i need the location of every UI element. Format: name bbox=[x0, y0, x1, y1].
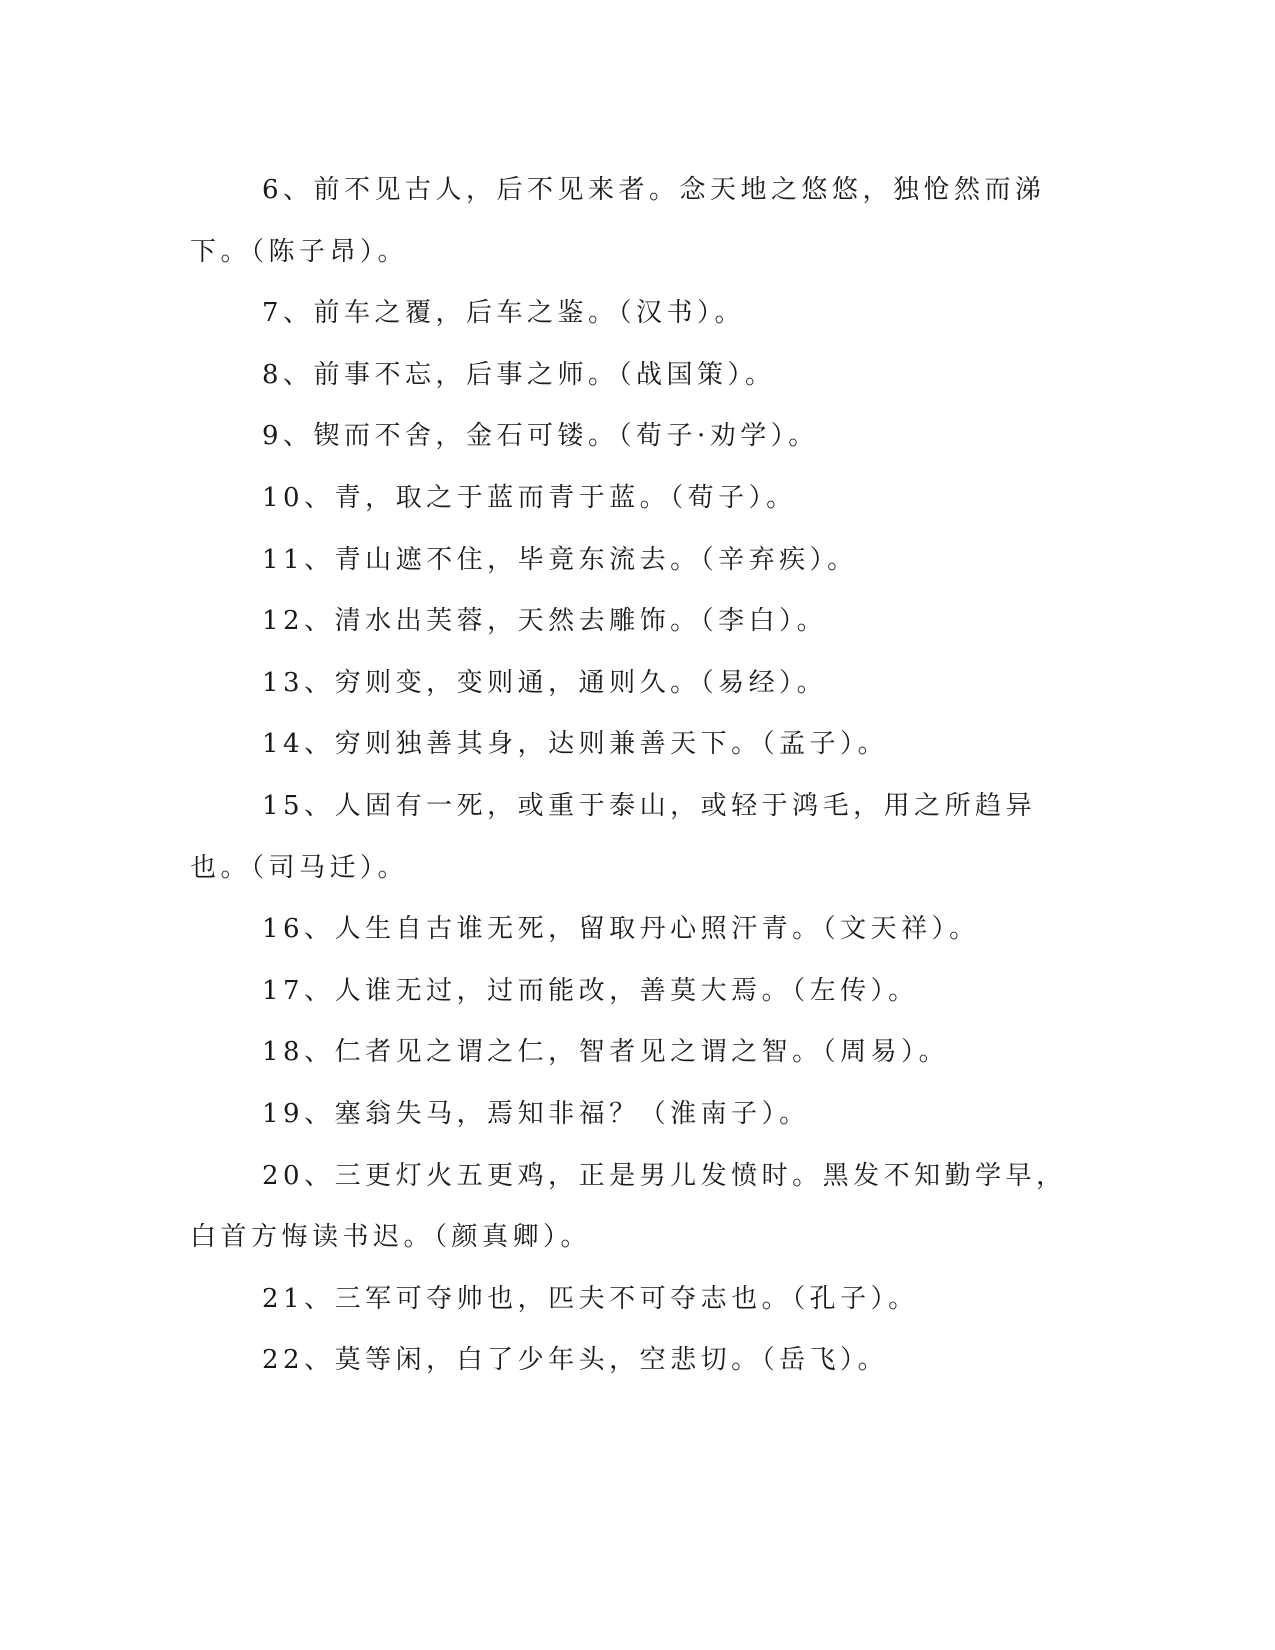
quote-item: 11、青山遮不住，毕竟东流去。（辛弃疾）。 bbox=[262, 544, 858, 575]
quote-item: 21、三军可夺帅也，匹夫不可夺志也。（孔子）。 bbox=[262, 1283, 919, 1314]
quote-item: 15、人固有一死，或重于泰山，或轻于鸿毛，用之所趋异也。（司马迁）。 bbox=[190, 790, 1037, 883]
quote-item: 16、人生自古谁无死，留取丹心照汗青。（文天祥）。 bbox=[262, 914, 980, 945]
quote-item: 18、仁者见之谓之仁，智者见之谓之智。（周易）。 bbox=[262, 1037, 950, 1068]
quote-item: 17、人谁无过，过而能改，善莫大焉。（左传）。 bbox=[262, 975, 919, 1006]
quote-item: 9、锲而不舍，金石可镂。（荀子·劝学）。 bbox=[262, 421, 819, 452]
quote-item: 7、前车之覆，后车之鉴。（汉书）。 bbox=[262, 298, 746, 329]
quote-list bbox=[190, 160, 1070, 1392]
quote-item: 8、前事不忘，后事之师。（战国策）。 bbox=[262, 359, 776, 390]
quote-item: 6、前不见古人，后不见来者。念天地之悠悠，独怆然而涕下。（陈子昂）。 bbox=[190, 175, 1046, 267]
quote-item: 12、清水出芙蓉，天然去雕饰。（李白）。 bbox=[262, 606, 828, 637]
quote-item: 10、青，取之于蓝而青于蓝。（荀子）。 bbox=[262, 482, 797, 513]
quote-item: 19、塞翁失马，焉知非福？（淮南子）。 bbox=[262, 1098, 810, 1129]
quote-item: 20、三更灯火五更鸡，正是男儿发愤时。黑发不知勤学早，白首方悔读书迟。（颜真卿）。 bbox=[190, 1160, 1067, 1253]
quote-item: 13、穷则变，变则通，通则久。（易经）。 bbox=[262, 667, 828, 698]
quote-item: 14、穷则独善其身，达则兼善天下。（孟子）。 bbox=[262, 729, 889, 760]
quote-item: 22、莫等闲，白了少年头，空悲切。（岳飞）。 bbox=[262, 1345, 889, 1376]
